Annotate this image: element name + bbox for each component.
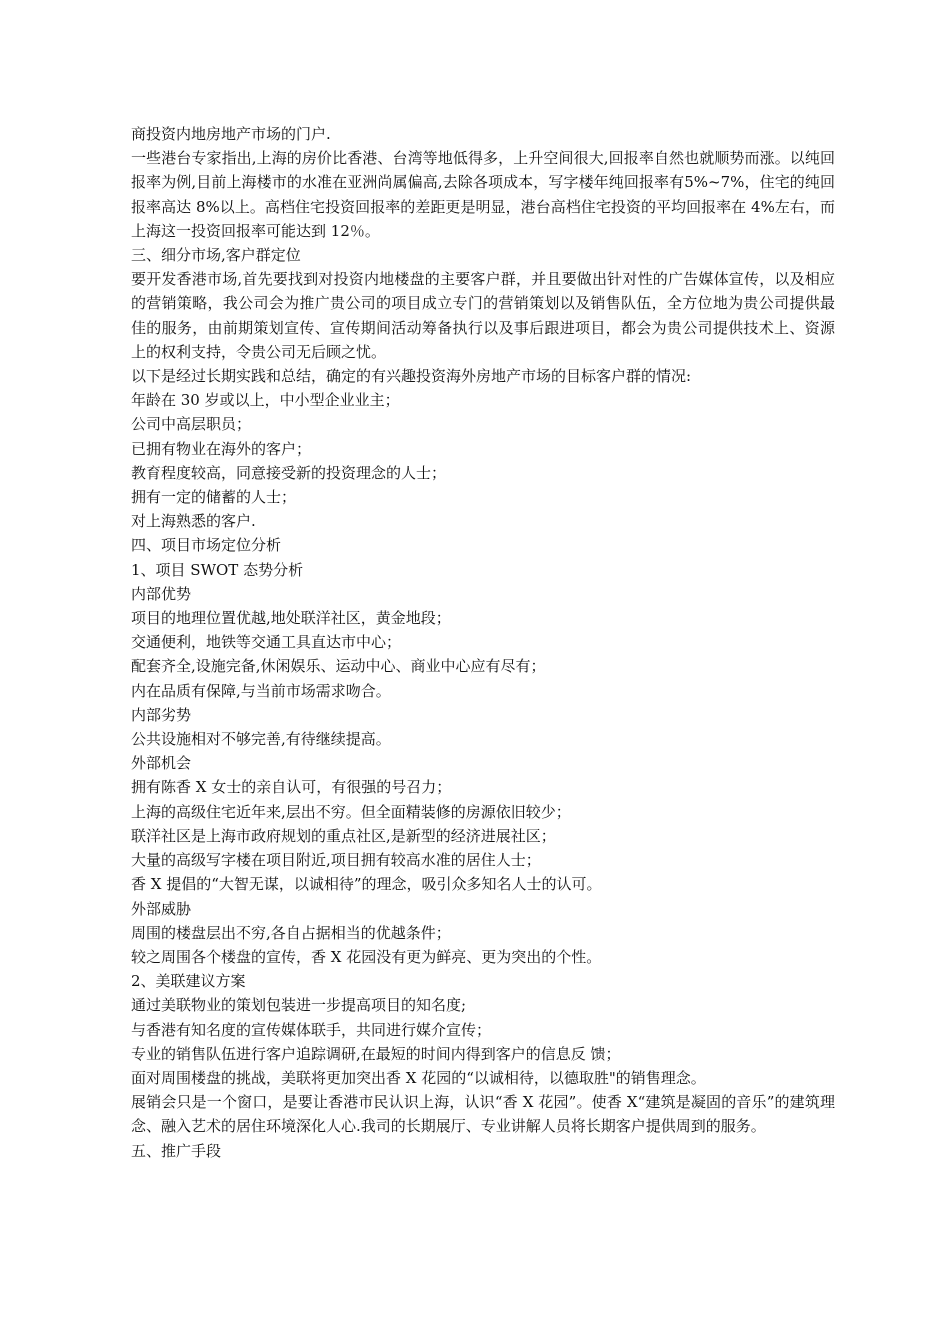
subsection-swot: 1、项目 SWOT 态势分析 — [131, 560, 304, 579]
strength-facilities: 配套齐全,设施完备,休闲娱乐、运动中心、商业中心应有尽有； — [131, 657, 546, 676]
customer-item-education: 教育程度较高，同意接受新的投资理念的人士； — [131, 463, 447, 482]
opportunity-philosophy: 香 X 提倡的“大智无谋，以诚相待”的理念，吸引众多知名人士的认可。 — [131, 875, 602, 894]
proposal-sales-philosophy: 面对周围楼盘的挑战，美联将更加突出香 X 花园的“以诚相待，以德取胜"的销售理念。 — [131, 1068, 706, 1087]
target-customer-intro: 以下是经过长期实践和总结，确定的有兴趣投资海外房地产市场的目标客户群的情况: — [131, 367, 692, 386]
market-development-paragraph: 要开发香港市场,首先要找到对投资内地楼盘的主要客户群，并且要做出针对性的广告媒体宣传，以及相应的营销策略，我公司会为推广贵公司的项目成立专门的营销策划以及销售队伍，全方位地为贵公司提供最佳的服务，由前期策划宣传、宣传期间活动筹备执行以及事后跟进项目，都会为贵公司提供技术上、资源上的权利支持，令贵公司无后顾之忧。 — [131, 270, 835, 361]
return-rate-paragraph: 一些港台专家指出,上海的房价比香港、台湾等地低得多，上升空间很大,回报率自然也就顺势而涨。以纯回报率为例,目前上海楼市的水准在亚洲尚属偏高,去除各项成本，写字楼年纯回报率有5%~7%，住宅的纯回报率高达 8%以上。高档住宅投资回报率的差距更是明显，港台高档住宅投资的平均回报率在 4%左右，而上海这一投资回报率可能达到 12％。 — [131, 149, 835, 240]
customer-item-savings: 拥有一定的储蓄的人士； — [131, 488, 297, 507]
customer-item-staff: 公司中高层职员； — [131, 415, 252, 434]
proposal-branding: 通过美联物业的策划包装进一步提高项目的知名度; — [131, 996, 467, 1015]
strength-transport: 交通便利，地铁等交通工具直达市中心； — [131, 633, 402, 652]
swot-opportunities-heading: 外部机会 — [131, 754, 192, 773]
proposal-sales-team: 专业的销售队伍进行客户追踪调研,在最短的时间内得到客户的信息反 馈； — [131, 1044, 621, 1063]
section-heading-5: 五、推广手段 — [131, 1141, 222, 1160]
intro-fragment: 商投资内地房地产市场的门户. — [131, 125, 331, 143]
customer-item-age: 年龄在 30 岁或以上，中小型企业业主； — [131, 391, 400, 410]
threat-promotion: 较之周围各个楼盘的宣传，香 X 花园没有更为鲜亮、更为突出的个性。 — [131, 947, 602, 966]
section-heading-4: 四、项目市场定位分析 — [131, 536, 282, 555]
customer-item-shanghai: 对上海熟悉的客户. — [131, 512, 256, 531]
customer-item-overseas-property: 已拥有物业在海外的客户； — [131, 439, 312, 458]
strength-location: 项目的地理位置优越,地处联洋社区，黄金地段； — [131, 609, 451, 628]
proposal-media: 与香港有知名度的宣传媒体联手，共同进行媒介宣传； — [131, 1020, 492, 1039]
opportunity-endorsement: 拥有陈香 X 女士的亲自认可，有很强的号召力； — [131, 778, 452, 797]
weakness-public-facilities: 公共设施相对不够完善,有待继续提高。 — [131, 730, 391, 749]
proposal-exhibition-paragraph: 展销会只是一个窗口，是要让香港市民认识上海，认识“香 X 花园”。使香 X“建筑是凝固的音乐”的建筑理念、融入艺术的居住环境深化人心.我司的长期展厅、专业讲解人员将长期客户提供周到的服务。 — [131, 1093, 835, 1136]
swot-strengths-heading: 内部优势 — [131, 584, 192, 603]
opportunity-community: 联洋社区是上海市政府规划的重点社区,是新型的经济进展社区； — [131, 826, 556, 845]
swot-weaknesses-heading: 内部劣势 — [131, 705, 192, 724]
section-heading-3: 三、细分市场,客户群定位 — [131, 246, 301, 265]
opportunity-luxury-housing: 上海的高级住宅近年来,层出不穷。但全面精装修的房源依旧较少； — [131, 802, 571, 821]
document-page — [131, 122, 835, 1163]
opportunity-office-buildings: 大量的高级写字楼在项目附近,项目拥有较高水准的居住人士； — [131, 851, 541, 870]
subsection-proposal: 2、美联建议方案 — [131, 972, 246, 991]
threat-competition: 周围的楼盘层出不穷,各自占据相当的优越条件； — [131, 923, 451, 942]
strength-quality: 内在品质有保障,与当前市场需求吻合。 — [131, 681, 391, 700]
swot-threats-heading: 外部威胁 — [131, 899, 192, 918]
